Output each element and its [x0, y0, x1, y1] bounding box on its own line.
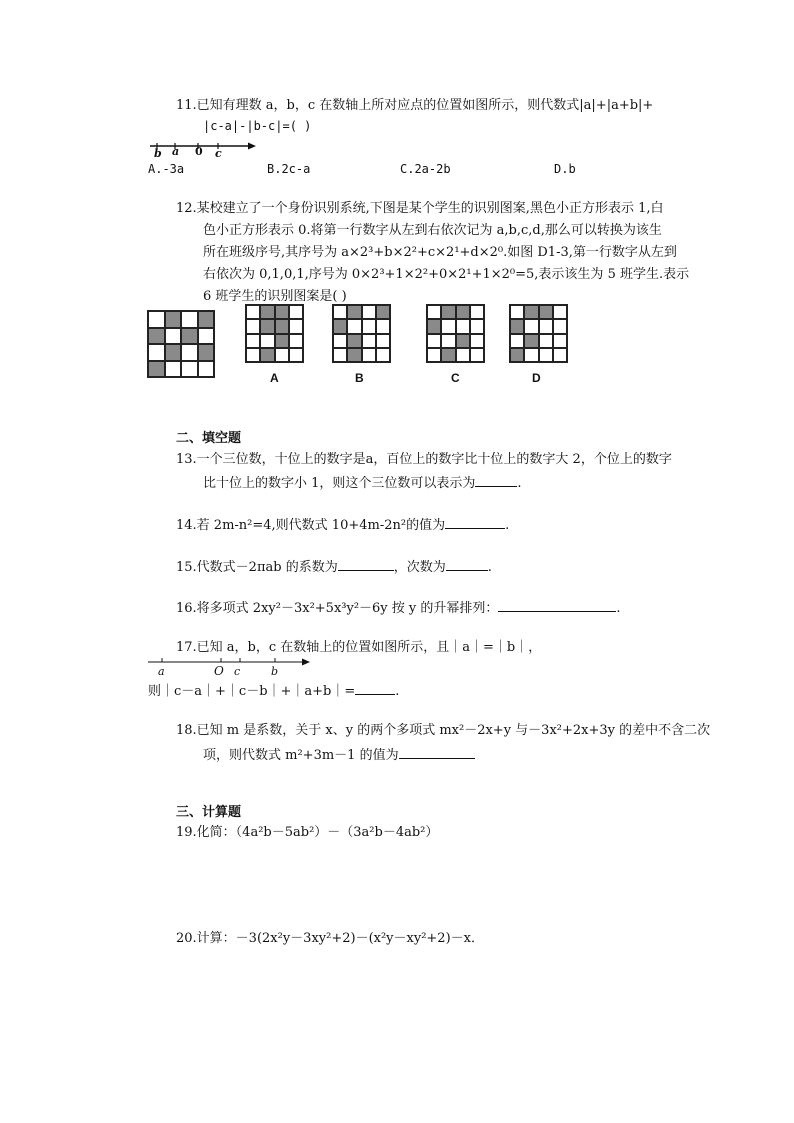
q13-end: .	[517, 476, 522, 491]
q15-text: 15.代数式－2πab 的系数为	[176, 560, 338, 575]
q17-number-line	[148, 657, 312, 669]
q17-axis-label-c: c	[234, 665, 241, 678]
q12-line2: 色小正方形表示 0.将第一行数字从左到右依次记为 a,b,c,d,那么可以转换为该生	[203, 223, 662, 238]
q12-label-a: A	[270, 371, 279, 385]
q17-axis-label-b: b	[271, 665, 279, 678]
q16-end: .	[616, 601, 621, 616]
q12-line4: 右依次为 0,1,0,1,序号为 0×2³+1×2²+0×2¹+1×2⁰=5,表示该生为 5 班学生.表示	[203, 267, 690, 282]
q15-answer-blank-degree[interactable]	[446, 558, 488, 571]
q12-line5: 6 班学生的识别图案是( )	[203, 289, 347, 304]
q18-line1: 18.已知 m 是系数，关于 x、y 的两个多项式 mx²－2x+y 与－3x²+2x+3y 的差中不含二次	[176, 723, 711, 738]
q12-label-b: B	[355, 371, 364, 385]
q11-option-d[interactable]: D.b	[554, 162, 576, 176]
q17-end: .	[395, 684, 400, 699]
section-title-fill-in: 二、填空题	[176, 431, 242, 446]
section-title-calculation: 三、计算题	[176, 805, 242, 820]
q15-line	[176, 558, 492, 574]
q17-line2-text: 则｜c－a｜+｜c－b｜+｜a+b｜=	[148, 684, 356, 699]
q12-pattern-b[interactable]	[332, 304, 391, 363]
q12-label-d: D	[532, 371, 541, 385]
q11-number-line	[148, 140, 258, 160]
q14-end: .	[505, 518, 510, 533]
q11-line2: |c-a|-|b-c|=( )	[203, 119, 312, 133]
q12-pattern-c[interactable]	[426, 304, 485, 363]
q12-pattern-d[interactable]	[509, 304, 568, 363]
q11-option-b[interactable]: B.2c-a	[267, 162, 311, 176]
q13-line1: 13.一个三位数，十位上的数字是a，百位上的数字比十位上的数字大 2，个位上的数字	[176, 452, 672, 467]
q16-line	[176, 599, 621, 615]
q13-answer-blank[interactable]	[475, 474, 517, 487]
q11-axis-label-c: c	[215, 147, 222, 160]
q20-text: 20.计算：－3(2x²y－3xy²+2)－(x²y－xy²+2)－x．	[176, 931, 484, 946]
q17-answer-blank[interactable]	[355, 682, 395, 695]
q16-text: 16.将多项式 2xy²－3x²+5x³y²－6y 按 y 的升幂排列：	[176, 601, 499, 616]
q15-end: .	[487, 560, 492, 575]
q12-line3: 所在班级序号,其序号为 a×2³+b×2²+c×2¹+d×2⁰.如图 D1-3,第一行数字从左到	[203, 245, 677, 260]
q12-label-c: C	[451, 371, 460, 385]
q13-line2-text: 比十位上的数字小 1，则这个三位数可以表示为	[203, 476, 476, 491]
q16-answer-blank[interactable]	[498, 599, 616, 612]
q18-answer-blank[interactable]	[399, 746, 475, 759]
q17-axis-label-a: a	[158, 665, 165, 678]
q11-axis-label-b: b	[154, 147, 162, 160]
q14-text: 14.若 2m-n²=4,则代数式 10+4m-2n²的值为	[176, 518, 446, 533]
q12-example-pattern	[147, 310, 215, 378]
q17-axis-label-o: O	[214, 664, 224, 678]
q17-line2	[148, 682, 399, 698]
q15-mid: ，次数为	[393, 560, 446, 575]
q11-axis-label-a: a	[172, 145, 180, 158]
q11-line1: 11.已知有理数 a，b，c 在数轴上所对应点的位置如图所示，则代数式|a|+|a+b|+	[176, 98, 654, 113]
q18-line2	[203, 746, 475, 762]
q15-answer-blank-coefficient[interactable]	[338, 558, 394, 571]
q12-pattern-a[interactable]	[245, 304, 304, 363]
q11-option-c[interactable]: C.2a-2b	[400, 162, 451, 176]
q18-line2-text: 项，则代数式 m²+3m－1 的值为	[203, 748, 399, 763]
q14-answer-blank[interactable]	[445, 516, 505, 529]
q14-line	[176, 516, 509, 532]
q11-axis-label-0: 0	[195, 145, 203, 158]
q13-line2	[203, 474, 522, 490]
q17-line1: 17.已知 a，b，c 在数轴上的位置如图所示，且｜a｜=｜b｜，	[176, 640, 542, 655]
q19-text: 19.化简：（4a²b－5ab²）－（3a²b－4ab²）	[176, 825, 439, 840]
q12-line1: 12.某校建立了一个身份识别系统,下图是某个学生的识别图案,黑色小正方形表示 1,白	[176, 201, 664, 216]
q11-option-a[interactable]: A.-3a	[148, 162, 185, 176]
